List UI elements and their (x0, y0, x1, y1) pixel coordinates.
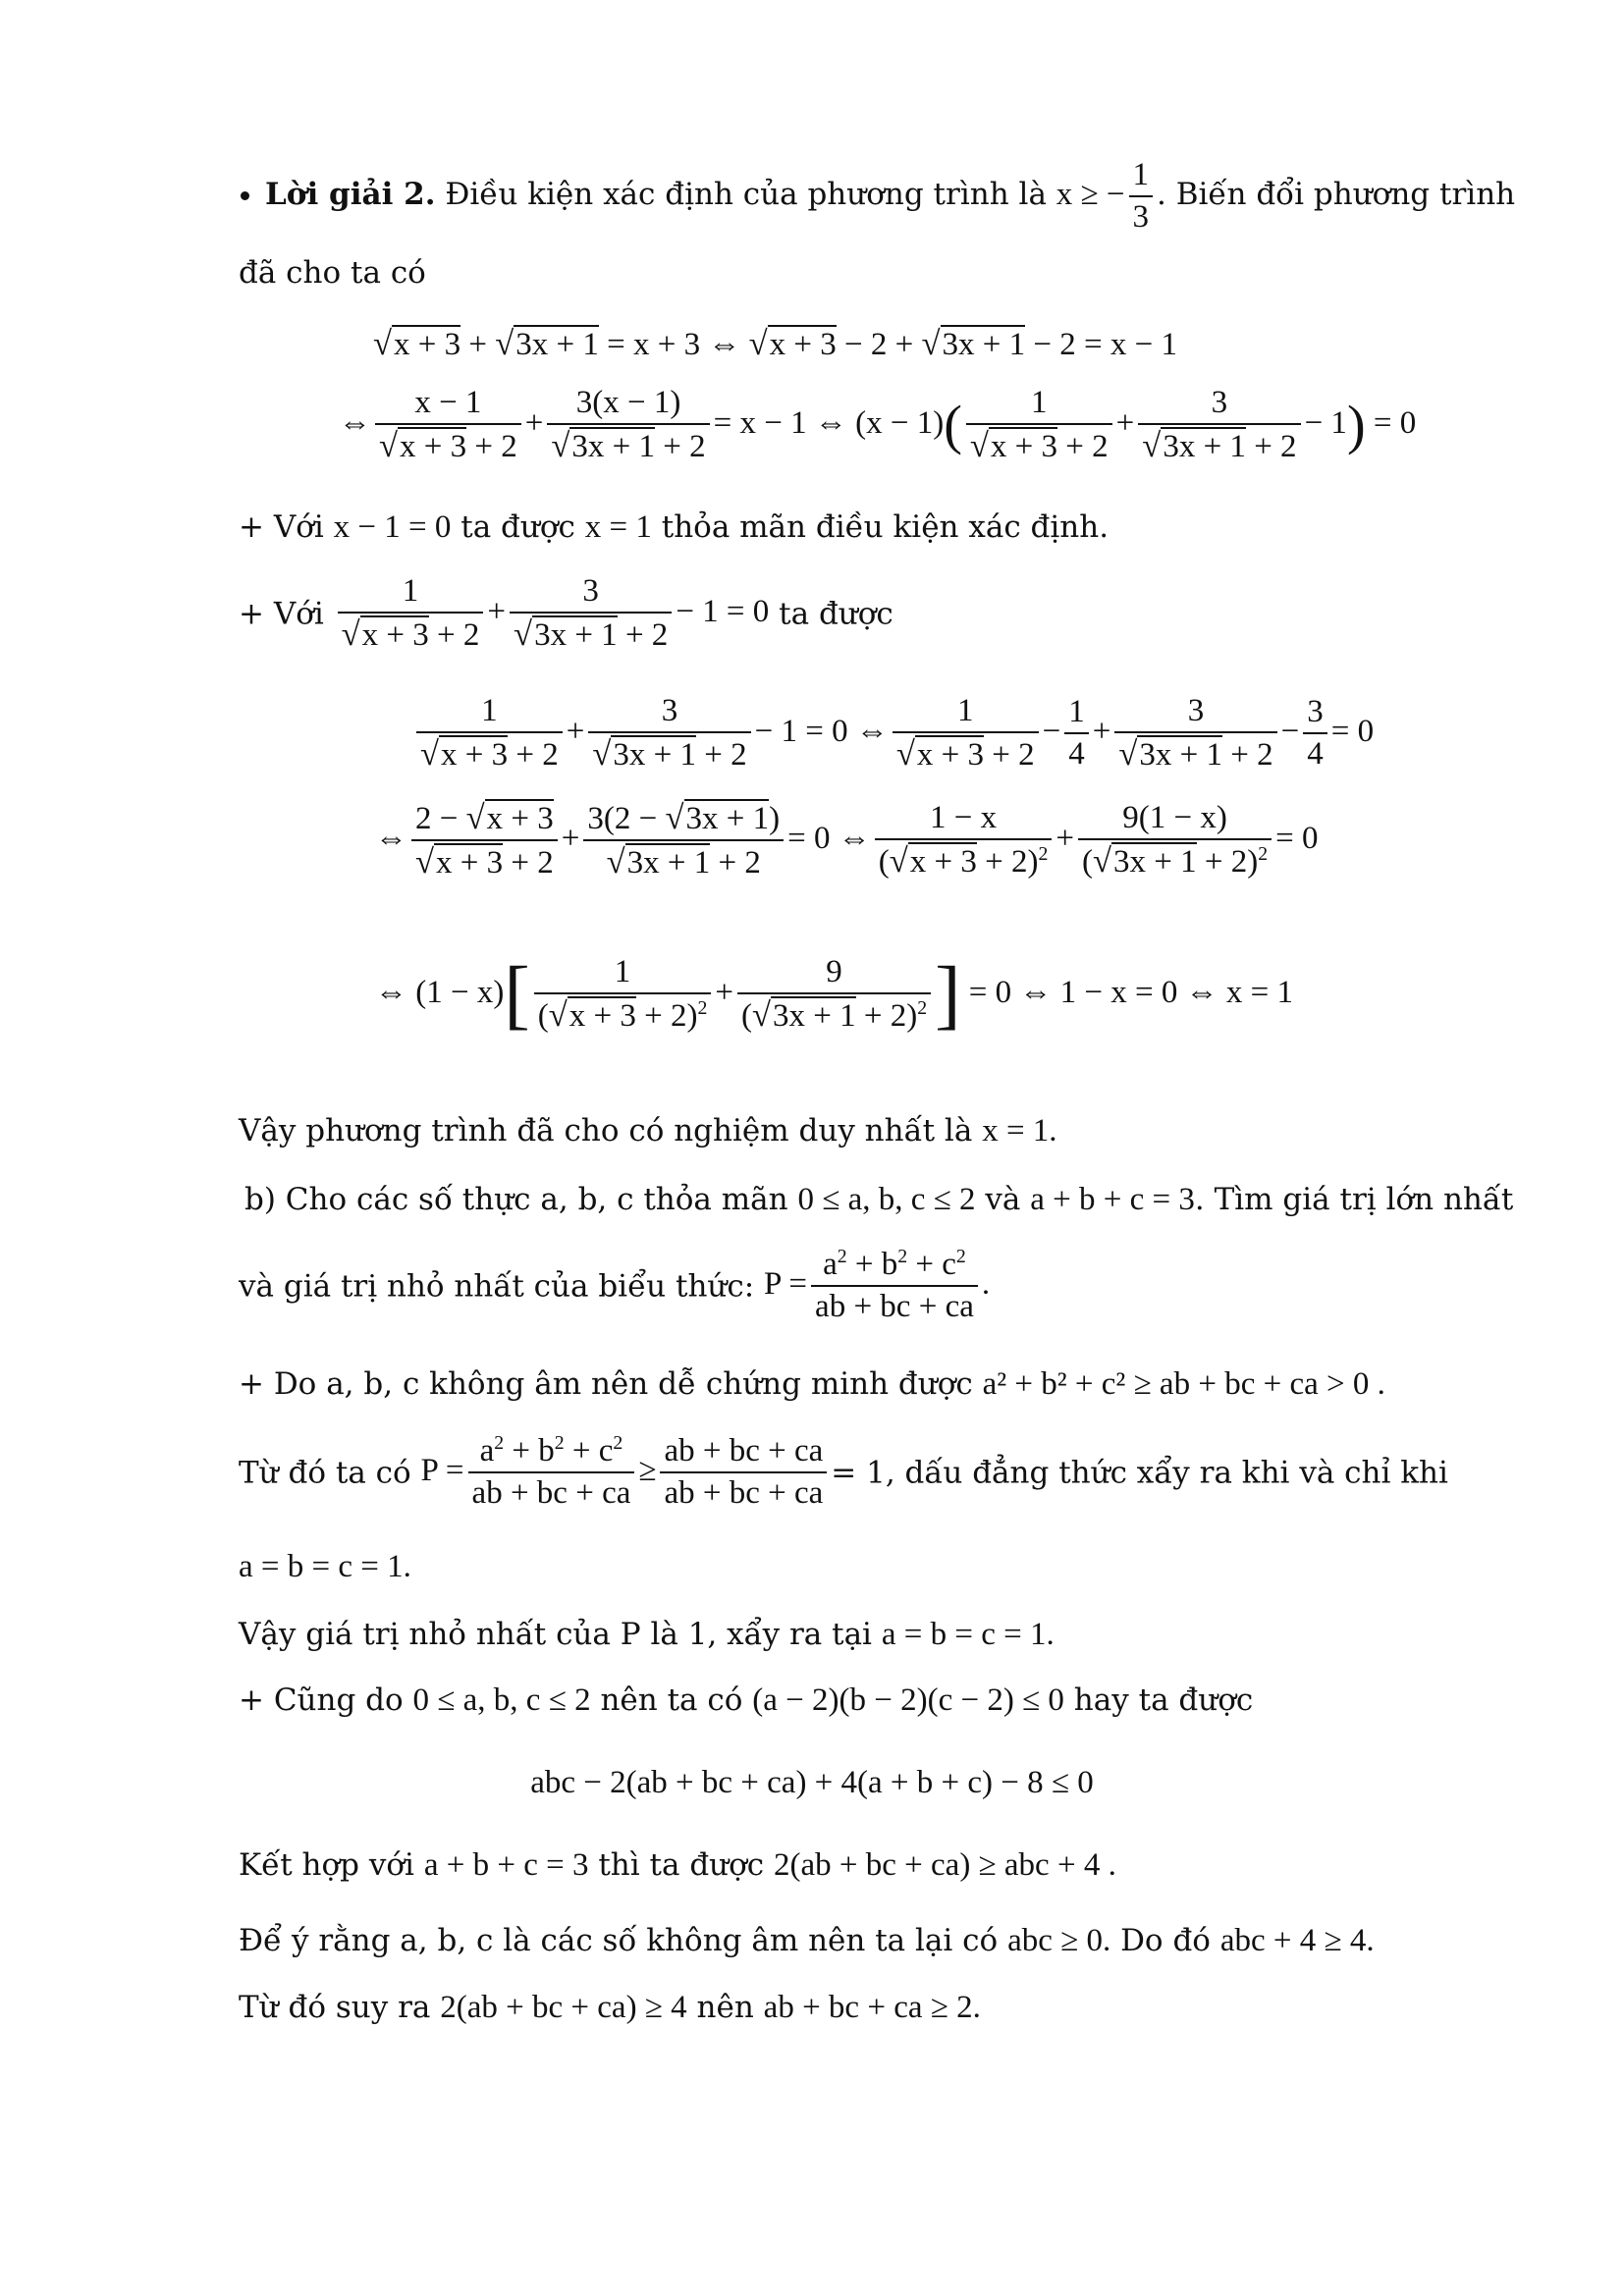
p9-expr: 2(ab + bc + ca) ≥ 4 (440, 1990, 687, 2025)
min-conclusion (239, 1615, 1055, 1654)
p4-expr: a = b = c = 1. (881, 1617, 1055, 1652)
p1-text: + Do a, b, c không âm nên dễ chứng minh được (239, 1366, 973, 1402)
fraction-one-third (1129, 155, 1154, 239)
question-prefix: b) Cho các số thực a, b, c thỏa mãn (244, 1182, 788, 1217)
p8-expr: abc ≥ 0. (1007, 1923, 1111, 1958)
case1-prefix: + Với (239, 509, 324, 545)
proof-step-5 (239, 1681, 1253, 1720)
intro-end: . Biến đổi phương trình (1157, 176, 1516, 212)
equation-transform-3: $\frac{1}{√x + 3 + 2}$ + $\frac{3}{√3x + 1 + 2}$ − 1 = 0 ⇔ $\frac{1}{√x + 3 + 2}$ − $\frac{1}{4}$ + $\frac{3}{√3x + 1 + 2}$ − $\frac{3}{4}$ = 0 (412, 691, 1374, 776)
partb-question-line1 (244, 1180, 1513, 1219)
solution-heading: Lời giải 2. (265, 176, 436, 212)
domain-condition (1056, 157, 1157, 236)
p2-prefix: Từ đó ta có (239, 1455, 411, 1491)
question-line2: và giá trị nhỏ nhất của biểu thức: (239, 1268, 755, 1305)
question-cond1: 0 ≤ a, b, c ≤ 2 (797, 1182, 976, 1217)
p8-expr2: abc + 4 ≥ 4. (1219, 1923, 1375, 1958)
intro-text: Điều kiện xác định của phương trình là (445, 176, 1047, 212)
conclusion (239, 1111, 1057, 1150)
p7-expr: 2(ab + bc + ca) ≥ abc + 4 . (774, 1847, 1116, 1883)
proof-step-7 (239, 1845, 1116, 1885)
conclusion-expr: x = 1. (982, 1113, 1057, 1148)
case1-end: thỏa mãn điều kiện xác định. (661, 509, 1110, 545)
p9-text: Từ đó suy ra (239, 1990, 431, 2025)
p8-mid: Do đó (1120, 1923, 1211, 1958)
proof-step-6: abc − 2(ab + bc + ca) + 4(a + b + c) − 8 ≤ 0 (530, 1765, 1094, 1800)
question-end: . Tìm giá trị lớn nhất (1194, 1182, 1514, 1217)
p7-prefix: Kết hợp với (239, 1847, 414, 1883)
p4-text: Vậy giá trị nhỏ nhất của P là 1, xẩy ra tại (239, 1617, 872, 1652)
solution2-intro (241, 155, 1515, 239)
equation-transform-4: ⇔ $\frac{2 - √x + 3}{√x + 3 + 2}$ + $\frac{3(2 - √3x + 1)}{√3x + 1 + 2}$ = 0 ⇔ $\frac{1 - x}{(√x + 3 + 2)^2}$ + $\frac{9(1 - x)}{(√3x + 1 + 2)^2}$ = 0 (375, 797, 1319, 884)
p5-expr: (a − 2)(b − 2)(c − 2) ≤ 0 (752, 1682, 1064, 1718)
equation-transform-2: ⇔ $\frac{x - 1}{√x + 3 + 2}$ + $\frac{3(x - 1)}{√3x + 1 + 2}$ = x − 1 ⇔ (x − 1)( $\frac{1}{√x + 3 + 2}$ + $\frac{3}{√3x + 1 + 2}$ − 1) = 0 (339, 383, 1416, 468)
question-cond2: a + b + c = 3 (1030, 1182, 1195, 1217)
partb-question-line2 (239, 1245, 990, 1328)
frac-den: 3 (1129, 195, 1154, 238)
frac-num: 1 (1132, 157, 1150, 192)
proof-step-8 (239, 1921, 1375, 1960)
proof-step-2: Từ đó ta có P = $\frac{a^2 + b^2 + c^2}{ab + bc + ca}$ ≥ $\frac{ab + bc + ca}{ab + bc + ca}$ = 1, dấu đẳng thức xẩy ra khi và chỉ khi (239, 1431, 1448, 1515)
case2-end: ta được (779, 596, 893, 632)
p5-cond: 0 ≤ a, b, c ≤ 2 (412, 1682, 591, 1718)
p7-cond: a + b + c = 3 (423, 1847, 589, 1883)
case1-result: x = 1 (584, 509, 652, 545)
expression-P: P = $\frac{a^2 + b^2 + c^2}{ab + bc + ca}$ . (764, 1266, 990, 1302)
p5-mid: nên ta có (600, 1682, 743, 1718)
equation-transform-1: √x + 3 + √3x + 1 = x + 3 ⇔ √x + 3 − 2 + √3x + 1 − 2 = x − 1 (373, 325, 1177, 362)
equation-transform-5: ⇔ (1 − x)[ $\frac{1}{(√x + 3 + 2)^2}$ + $\frac{9}{(√3x + 1 + 2)^2}$ ] = 0 ⇔ 1 − x = 0 ⇔ x = 1 (375, 951, 1293, 1038)
case1-mid: ta được (460, 509, 575, 545)
case-1 (239, 507, 1109, 547)
case2-prefix: + Với (239, 596, 324, 632)
p8-text: Để ý rằng a, b, c là các số không âm nên ta lại có (239, 1923, 999, 1958)
p9-mid: nên (696, 1990, 754, 2025)
p2-end: = 1, dấu đẳng thức xẩy ra khi và chỉ khi (831, 1455, 1448, 1491)
p7-mid: thì ta được (598, 1847, 765, 1883)
intro-line2: đã cho ta có (239, 255, 426, 291)
proof-step-1 (239, 1364, 1385, 1404)
proof-step-3: a = b = c = 1. (239, 1549, 411, 1584)
case-2: + Với $\frac{1}{√x + 3 + 2}$ + $\frac{3}{√3x + 1 + 2}$ − 1 = 0 ta được (239, 571, 893, 657)
p5-end: hay ta được (1073, 1682, 1254, 1718)
p5-prefix: + Cũng do (239, 1682, 404, 1718)
case1-expr: x − 1 = 0 (333, 509, 452, 545)
conclusion-text: Vậy phương trình đã cho có nghiệm duy nhất là (239, 1113, 973, 1148)
question-and: và (985, 1182, 1021, 1217)
bullet-icon (241, 191, 249, 200)
p1-expr: a² + b² + c² ≥ ab + bc + ca > 0 . (982, 1366, 1385, 1402)
cond-lhs: x ≥ − (1056, 176, 1125, 212)
p9-expr2: ab + bc + ca ≥ 2. (763, 1990, 981, 2025)
proof-step-9 (239, 1988, 981, 2027)
